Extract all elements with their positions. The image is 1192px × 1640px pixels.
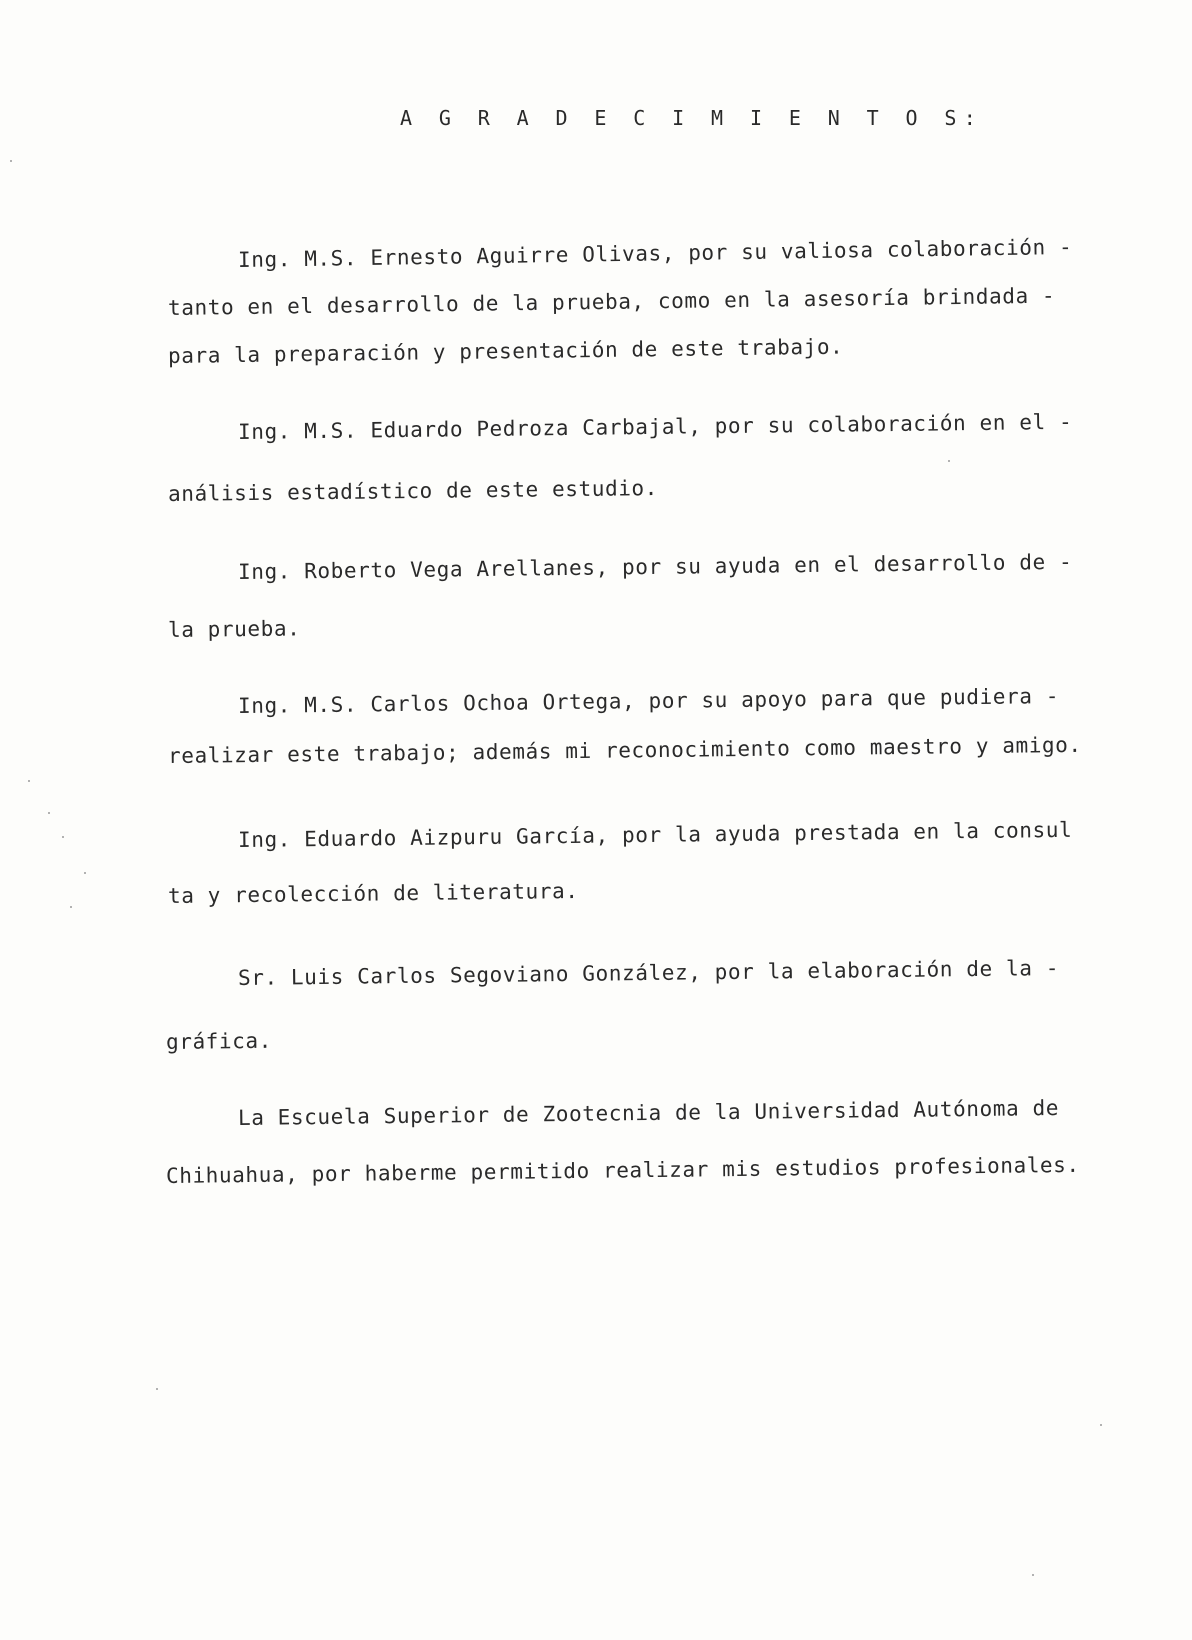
scan-speck — [1032, 1574, 1034, 1576]
paragraph-4-line-2: realizar este trabajo; además mi reconocimiento como maestro y amigo. — [167, 732, 1082, 768]
scan-speck — [1100, 1424, 1102, 1426]
paragraph-1-line-2: tanto en el desarrollo de la prueba, como en la asesoría brindada - — [167, 283, 1056, 320]
paragraph-6-line-2: gráfica. — [165, 1028, 273, 1054]
paragraph-5-line-1: Ing. Eduardo Aizpuru García, por la ayuda prestada en la consul — [237, 817, 1073, 852]
paragraph-3-line-2: la prueba. — [167, 616, 301, 642]
page-title: A G R A D E C I M I E N T O S: — [400, 106, 984, 130]
paragraph-4-line-1: Ing. M.S. Carlos Ochoa Ortega, por su apoyo para que pudiera - — [237, 683, 1060, 718]
paragraph-6-line-1: Sr. Luis Carlos Segoviano González, por la elaboración de la - — [237, 955, 1060, 990]
paragraph-5-line-2: ta y recolección de literatura. — [167, 878, 579, 908]
paragraph-7-line-1: La Escuela Superior de Zootecnia de la Universidad Autónoma de — [237, 1095, 1060, 1130]
paragraph-2-line-1: Ing. M.S. Eduardo Pedroza Carbajal, por su colaboración en el - — [237, 409, 1073, 444]
paragraph-3-line-1: Ing. Roberto Vega Arellanes, por su ayuda en el desarrollo de - — [237, 549, 1073, 584]
scan-speck — [48, 812, 50, 814]
paragraph-1-line-1: Ing. M.S. Ernesto Aguirre Olivas, por su valiosa colaboración - — [237, 234, 1073, 272]
paragraph-2-line-2: análisis estadístico de este estudio. — [167, 476, 659, 506]
scan-speck — [156, 1388, 158, 1390]
scan-speck — [70, 906, 72, 908]
scan-speck — [948, 460, 950, 462]
paragraph-1-line-3: para la preparación y presentación de este trabajo. — [167, 334, 844, 368]
scan-speck — [10, 160, 12, 162]
scan-speck — [28, 780, 30, 782]
scan-speck — [62, 836, 64, 838]
paragraph-7-line-2: Chihuahua, por haberme permitido realizar mis estudios profesionales. — [165, 1152, 1080, 1188]
scan-speck — [84, 872, 86, 874]
